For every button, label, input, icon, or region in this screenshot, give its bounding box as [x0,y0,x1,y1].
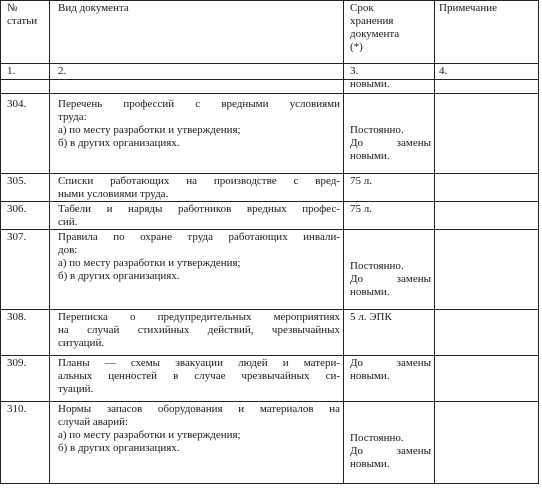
document-type-line: б) в других организациях. [58,270,180,282]
article-number: 306. [1,202,50,230]
retention-term [344,174,435,202]
document-type-line: а) по месту разработки и утверждения; [58,429,241,441]
article-number: 310. [1,402,50,484]
header-doc-type [50,1,344,64]
header-term-line2: хранения [350,15,394,27]
document-type-line: туаций. [58,383,94,395]
article-number: 309. [1,356,50,402]
document-type-line: б) в других организациях. [58,442,180,454]
numbering-row [1,64,539,80]
document-type-line: Перечень профессий с вредными условиями [58,98,340,110]
header-term-line4: (*) [350,41,363,53]
document-type [50,310,344,356]
retention-term-line: До замены [350,137,431,149]
continuation-term-text: новыми. [350,79,390,90]
table-row [1,310,539,356]
retention-term [344,230,435,310]
note-cell [435,174,539,202]
numbering-cell: 4. [435,64,539,80]
document-type-line: дов: [58,244,78,256]
document-type-line: на случай стихийных действий, чрезвычайных [58,324,340,336]
article-number: 308. [1,310,50,356]
article-number: 307. [1,230,50,310]
header-doc-type-text: Вид документа [58,2,129,14]
continuation-term [344,80,435,94]
table-row [1,402,539,484]
retention-term-line: Постоянно. [350,260,404,272]
document-type-line: Списки работающих на производстве с вред- [58,175,340,187]
retention-term-line: новыми. [350,286,390,298]
retention-term-line: новыми. [350,370,390,382]
table-row [1,174,539,202]
document-type-line: а) по месту разработки и утверждения; [58,124,241,136]
numbering-cell: 3. [344,64,435,80]
document-type-line: альных ценностей в случае чрезвычайных си- [58,370,340,382]
numbering-cell: 1. [1,64,50,80]
document-type-line: сий. [58,216,78,228]
retention-term-line: До замены [350,445,431,457]
header-row [1,1,539,64]
retention-term [344,310,435,356]
document-type [50,230,344,310]
document-type [50,174,344,202]
note-cell [435,310,539,356]
numbering-cell: 2. [50,64,344,80]
document-type-line: случай аварий: [58,416,129,428]
retention-term-line: Постоянно. [350,124,404,136]
article-number: 304. [1,94,50,174]
retention-term-line: Постоянно. [350,432,404,444]
continuation-number [1,80,50,94]
retention-term-line: новыми. [350,150,390,162]
note-cell [435,230,539,310]
note-cell [435,402,539,484]
header-note [435,1,539,64]
table-row [1,230,539,310]
continuation-desc [50,80,344,94]
header-term-line1: Срок [350,2,374,14]
retention-term [344,402,435,484]
note-cell [435,356,539,402]
note-cell [435,94,539,174]
document-type-line: Правила по охране труда работающих инвали- [58,231,340,243]
document-type-line: Нормы запасов оборудования и материалов на [58,403,340,415]
document-type-line: Планы — схемы эвакуации людей и матери- [58,357,340,369]
document-type [50,94,344,174]
retention-term [344,94,435,174]
document-type-line: ными условиями труда. [58,188,169,200]
table-row [1,94,539,174]
retention-term [344,356,435,402]
document-type-line: а) по месту разработки и утверждения; [58,257,241,269]
retention-term-line: 75 л. [350,175,372,187]
retention-term-line: До замены [350,357,431,369]
note-cell [435,202,539,230]
header-note-text: Примечание [439,2,497,14]
retention-term-line: 75 л. [350,203,372,215]
table-row [1,202,539,230]
header-term [344,1,435,64]
document-type-line: труда: [58,111,87,123]
header-number [1,1,50,64]
header-number-line2: статьи [7,15,38,27]
document-type-line: ситуаций. [58,337,105,349]
table-row [1,356,539,402]
retention-term-line: новыми. [350,458,390,470]
retention-term-line: До замены [350,273,431,285]
header-number-line1: № [7,2,18,14]
continuation-note [435,80,539,94]
continuation-row [1,80,539,94]
retention-term-line: 5 л. ЭПК [350,311,392,323]
header-term-line3: документа [350,28,400,40]
retention-term [344,202,435,230]
document-type-line: Переписка о предупредительных мероприятиях [58,311,340,323]
document-type [50,356,344,402]
document-type [50,202,344,230]
document-type-line: б) в других организациях. [58,137,180,149]
article-number: 305. [1,174,50,202]
document-type [50,402,344,484]
document-type-line: Табели и наряды работников вредных профес- [58,203,340,215]
